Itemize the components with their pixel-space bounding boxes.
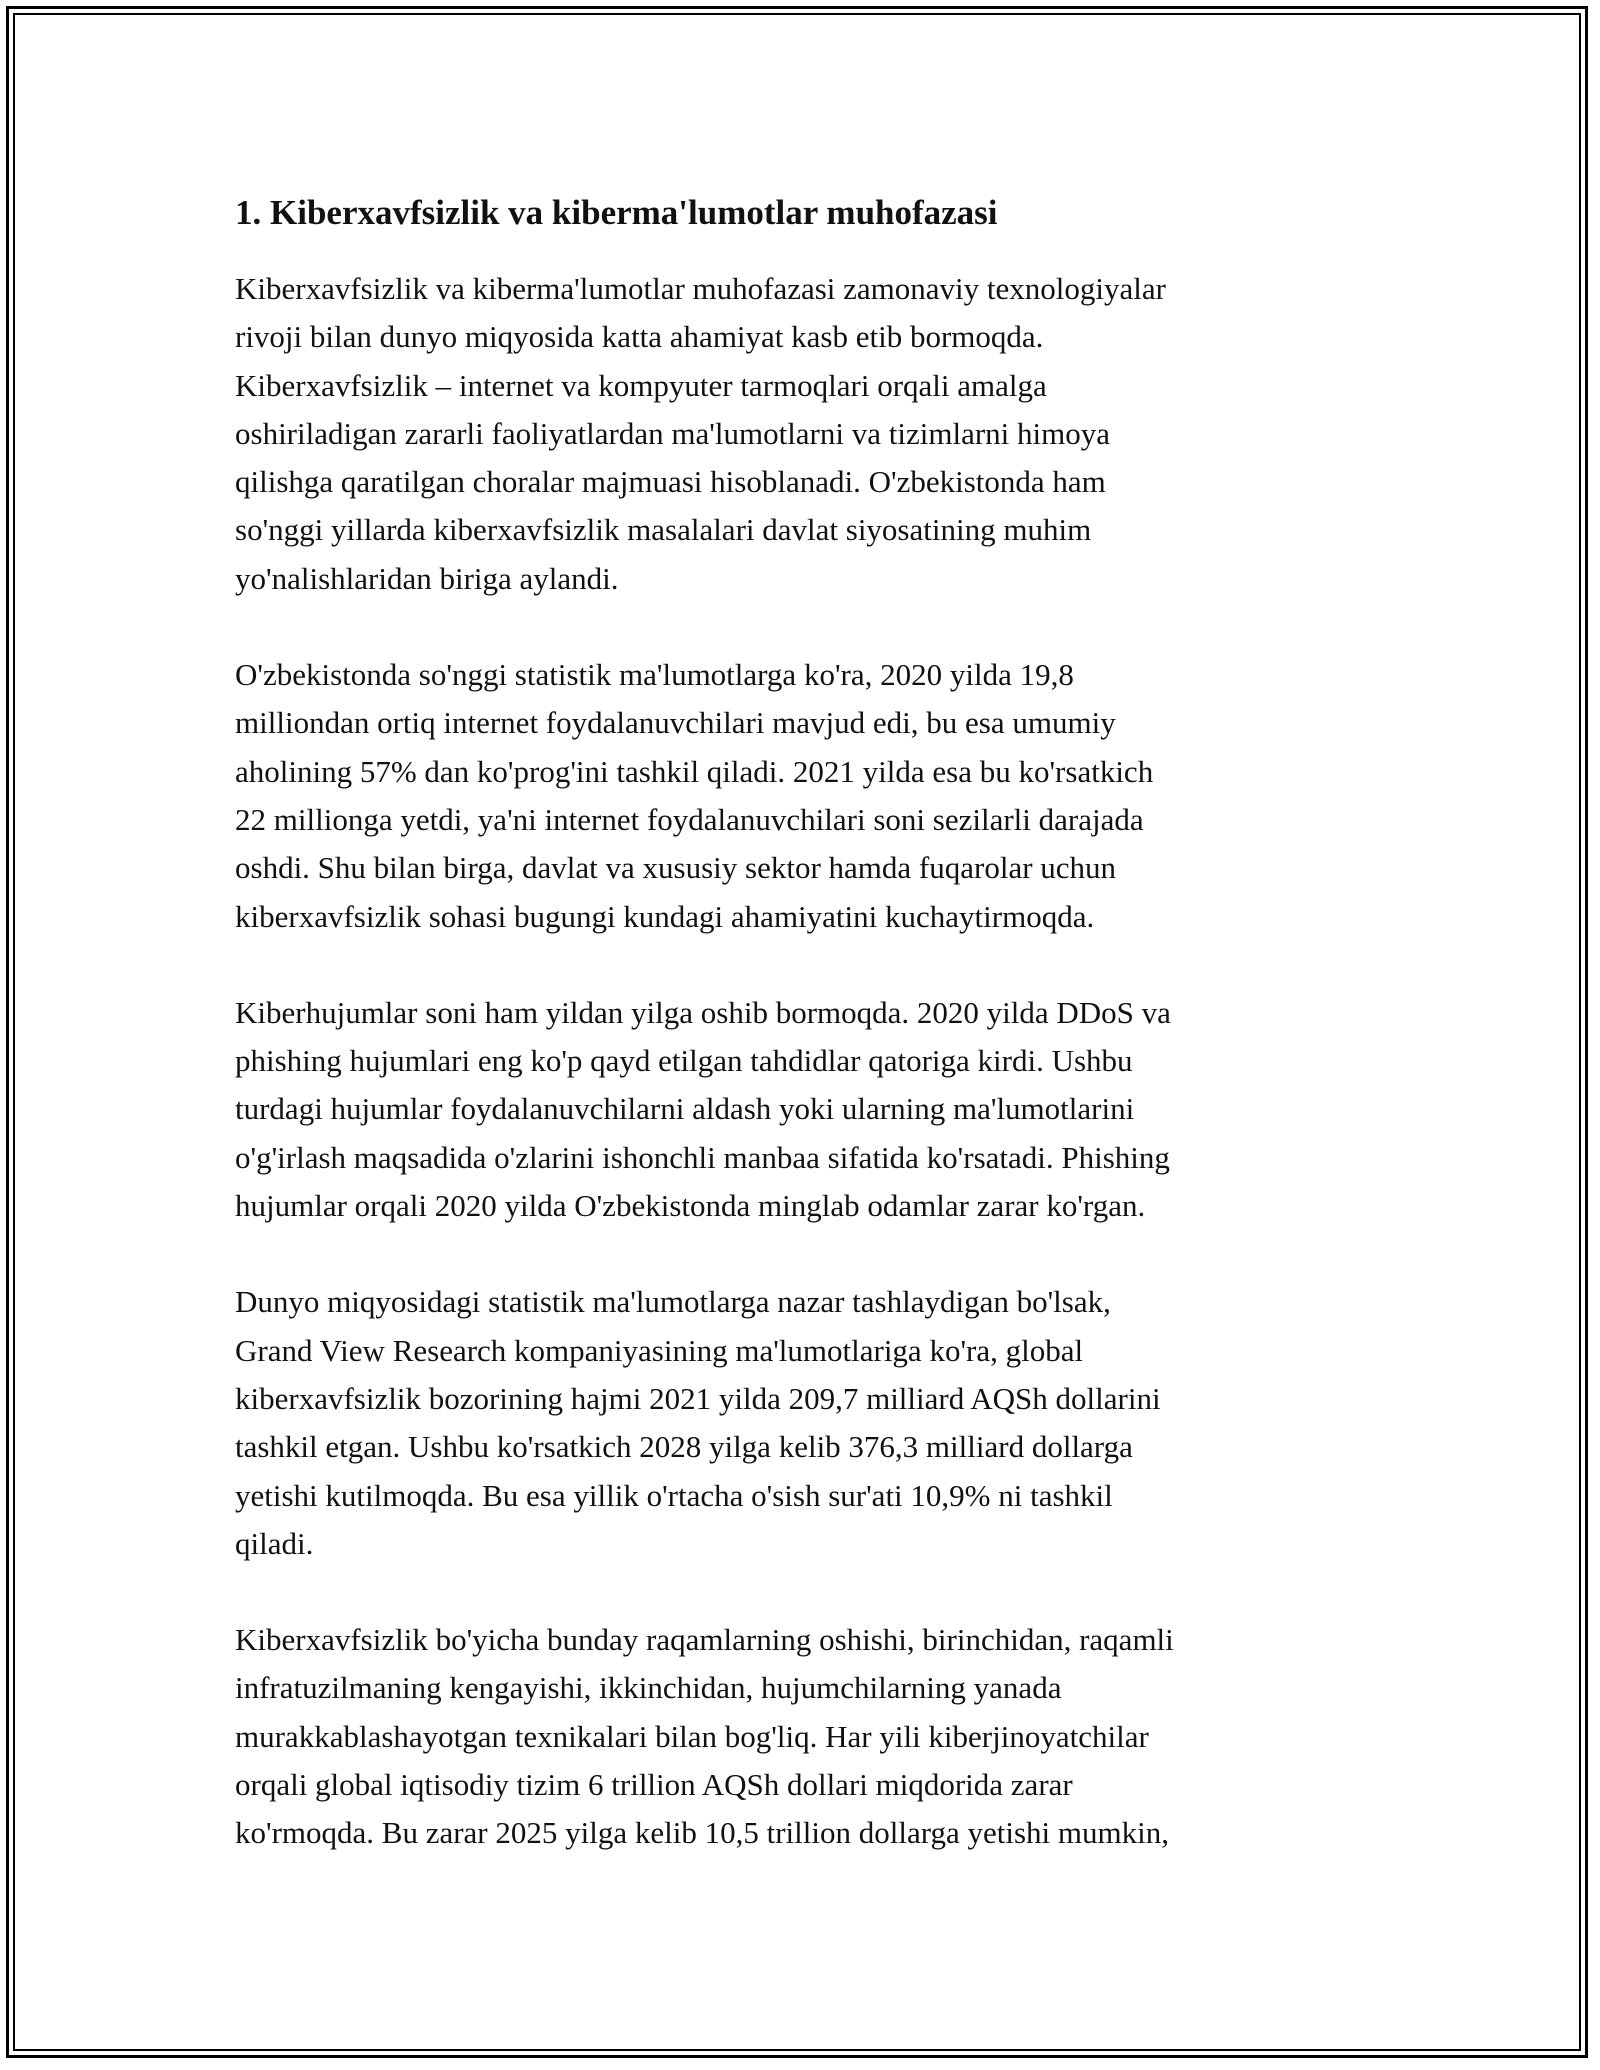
text-line: oshdi. Shu bilan birga, davlat va xususiy sektor hamda fuqarolar uchun xyxy=(235,850,1117,886)
section-heading: 1. Kiberxavfsizlik va kiberma'lumotlar muhofazasi xyxy=(235,193,998,232)
text-line: Grand View Research kompaniyasining ma'lumotlariga ko'ra, global xyxy=(235,1332,1084,1368)
text-line: yo'nalishlaridan biriga aylandi. xyxy=(235,560,619,596)
text-line: O'zbekistonda so'nggi statistik ma'lumotlarga ko'ra, 2020 yilda 19,8 xyxy=(235,657,1074,693)
text-line: yetishi kutilmoqda. Bu esa yillik o'rtacha o'sish sur'ati 10,9% ni tashkil xyxy=(235,1477,1113,1513)
text-line: oshiriladigan zararli faoliyatlardan ma'lumotlarni va tizimlarni himoya xyxy=(235,415,1111,451)
text-line: hujumlar orqali 2020 yilda O'zbekistonda minglab odamlar zarar ko'rgan. xyxy=(235,1188,1146,1224)
text-line: qilishga qaratilgan choralar majmuasi hisoblanadi. O'zbekistonda ham xyxy=(235,464,1106,500)
text-line: infratuzilmaning kengayishi, ikkinchidan, hujumchilarning yanada xyxy=(235,1670,1062,1706)
text-line: so'nggi yillarda kiberxavfsizlik masalalari davlat siyosatining muhim xyxy=(235,512,1092,548)
paragraph-uzbekistan-statistics xyxy=(235,651,1365,941)
document-body xyxy=(235,183,1365,1858)
paragraph-growth-reasons xyxy=(235,1616,1365,1857)
text-line: milliondan ortiq internet foydalanuvchilari mavjud edi, bu esa umumiy xyxy=(235,705,1116,741)
text-line: tashkil etgan. Ushbu ko'rsatkich 2028 yilga kelib 376,3 milliard dollarga xyxy=(235,1429,1133,1465)
text-line: ko'rmoqda. Bu zarar 2025 yilga kelib 10,5 trillion dollarga yetishi mumkin, xyxy=(235,1815,1169,1851)
text-line: qiladi. xyxy=(235,1525,314,1561)
text-line: Kiberxavfsizlik va kiberma'lumotlar muhofazasi zamonaviy texnologiyalar xyxy=(235,271,1166,306)
text-line: aholining 57% dan ko'prog'ini tashkil qiladi. 2021 yilda esa bu ko'rsatkich xyxy=(235,753,1154,789)
text-line: murakkablashayotgan texnikalari bilan bog'liq. Har yili kiberjinoyatchilar xyxy=(235,1718,1149,1754)
text-line: orqali global iqtisodiy tizim 6 trillion AQSh dollari miqdorida zarar xyxy=(235,1767,1073,1803)
paragraph-intro xyxy=(235,265,1365,603)
text-line: Kiberxavfsizlik – internet va kompyuter tarmoqlari orqali amalga xyxy=(235,367,1047,403)
paragraph-cyberattacks xyxy=(235,989,1365,1230)
text-line: rivoji bilan dunyo miqyosida katta ahamiyat kasb etib bormoqda. xyxy=(235,319,1044,355)
text-line: o'g'irlash maqsadida o'zlarini ishonchli manbaa sifatida ko'rsatadi. Phishing xyxy=(235,1139,1170,1175)
text-line: kiberxavfsizlik bozorining hajmi 2021 yilda 209,7 milliard AQSh dollarini xyxy=(235,1380,1161,1416)
text-line: Dunyo miqyosidagi statistik ma'lumotlarga nazar tashlaydigan bo'lsak, xyxy=(235,1284,1111,1320)
text-line: 22 millionga yetdi, ya'ni internet foydalanuvchilari soni sezilarli darajada xyxy=(235,801,1144,837)
text-line: Kiberhujumlar soni ham yildan yilga oshib bormoqda. 2020 yilda DDoS va xyxy=(235,994,1171,1030)
text-line: phishing hujumlari eng ko'p qayd etilgan tahdidlar qatoriga kirdi. Ushbu xyxy=(235,1043,1133,1079)
text-line: kiberxavfsizlik sohasi bugungi kundagi ahamiyatini kuchaytirmoqda. xyxy=(235,898,1095,934)
paragraph-global-market xyxy=(235,1278,1365,1568)
text-line: Kiberxavfsizlik bo'yicha bunday raqamlarning oshishi, birinchidan, raqamli xyxy=(235,1622,1174,1658)
text-line: turdagi hujumlar foydalanuvchilarni aldash yoki ularning ma'lumotlarini xyxy=(235,1091,1135,1127)
